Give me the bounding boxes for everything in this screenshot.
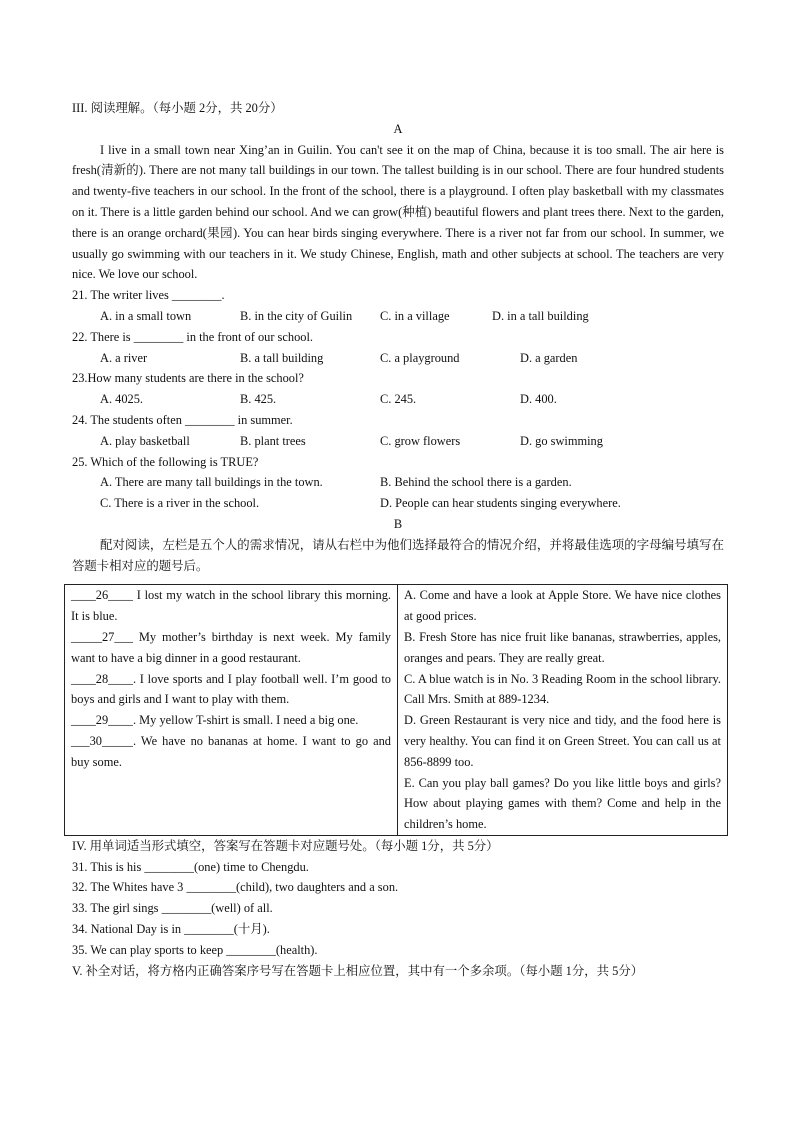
info-e: E. Can you play ball games? Do you like little boys and girls? How about playing games with them? Come and help in the children’s home. [404,775,721,832]
option-b: B. in the city of Guilin [240,308,353,323]
fill-item-33: 33. The girl sings ________(well) of all. [72,901,273,916]
option-b: B. Behind the school there is a garden. [380,475,572,490]
info-a: A. Come and have a look at Apple Store. We have nice clothes at good prices. [404,588,721,624]
fill-item-35: 35. We can play sports to keep ________(health). [72,942,318,957]
matching-table [64,584,728,836]
option-a: A. play basketball [100,433,190,448]
options-row [72,389,724,410]
need-26: ____26____ I lost my watch in the school library this morning. It is blue. [71,588,391,624]
option-a: A. a river [100,350,148,365]
options-row [72,493,724,514]
option-b: B. plant trees [240,433,306,448]
question-stem: 22. There is ________ in the front of our school. [72,329,314,344]
question-24 [72,410,724,452]
exam-page [72,98,724,981]
info-column [398,585,728,836]
option-d: D. 400. [520,392,557,407]
option-c: C. a playground [380,350,460,365]
option-d: D. a garden [520,350,578,365]
info-c: C. A blue watch is in No. 3 Reading Room in the school library. Call Mrs. Smith at 889-1234. [404,671,721,707]
info-d: D. Green Restaurant is very nice and tidy, and the food here is very healthy. You can find it on Green Street. You can call us at 856-8899 too. [404,713,721,769]
needs-column [65,585,398,836]
question-stem: 21. The writer lives ________. [72,288,225,303]
option-d: D. People can hear students singing everywhere. [380,496,621,511]
option-c: C. 245. [380,392,417,407]
fill-item-32: 32. The Whites have 3 ________(child), two daughters and a son. [72,880,399,895]
part-b-label: B [393,516,403,531]
need-28: ____28____. I love sports and I play football well. I’m good to boys and girls and I want to play with them. [71,671,391,707]
fill-item-31: 31. This is his ________(one) time to Chengdu. [72,859,309,874]
need-27: _____27___ My mother’s birthday is next week. My family want to have a big dinner in a good restaurant. [71,629,391,665]
question-22 [72,327,724,369]
option-b: B. 425. [240,392,277,407]
question-21 [72,285,724,327]
option-c: C. in a village [380,308,450,323]
option-c: C. There is a river in the school. [100,496,260,511]
question-stem: 23.How many students are there in the school? [72,371,304,386]
option-d: D. go swimming [520,433,603,448]
section5-heading: V. 补全对话，将方格内正确答案序号写在答题卡上相应位置，其中有一个多余项。（每小题 1分，共 5分） [72,963,644,978]
need-30: ___30_____. We have no bananas at home. I want to go and buy some. [71,733,391,769]
section4-heading: IV. 用单词适当形式填空，答案写在答题卡对应题号处。（每小题 1分，共 5分） [72,838,499,853]
question-stem: 24. The students often ________ in summer. [72,412,293,427]
part-a-label: A [393,121,403,136]
option-a: A. in a small town [100,308,192,323]
option-c: C. grow flowers [380,433,461,448]
option-a: A. 4025. [100,392,144,407]
question-stem: 25. Which of the following is TRUE? [72,454,259,469]
options-row [72,306,724,327]
reading-passage: I live in a small town near Xing’an in Guilin. You can't see it on the map of China, because it is too small. The air here is fresh(清新的). There are not many tall buildings in our town. The tallest building is in our school. There are four hundred students and twenty-five teachers in our school. In the front of the school, there is a playground. I often play basketball with my classmates on it. There is a little garden behind our school. And we can grow(种植) beautiful flowers and plant trees there. Next to the garden, there is an orange orchard(果园). You can hear birds singing everywhere. There is a river not far from our school. In summer, we usually go swimming with our teachers in it. We study Chinese, English, math and other subjects at school. The teachers are very nice. We love our school. [72,142,724,282]
option-a: A. There are many tall buildings in the town. [100,475,323,490]
section3-heading: III. 阅读理解。（每小题 2分，共 20分） [72,101,283,115]
need-29: ____29____. My yellow T-shirt is small. I need a big one. [71,713,359,728]
options-row [72,431,724,452]
question-25 [72,452,724,514]
options-row [72,348,724,369]
fill-item-34: 34. National Day is in ________(十月). [72,922,270,937]
option-d: D. in a tall building [492,308,589,323]
options-row [72,472,724,493]
option-b: B. a tall building [240,350,324,365]
info-b: B. Fresh Store has nice fruit like bananas, strawberries, apples, oranges and pears. They are really great. [404,629,721,665]
part-b-instructions: 配对阅读，左栏是五个人的需求情况，请从右栏中为他们选择最符合的情况介绍，并将最佳选项的字母编号填写在答题卡相对应的题号后。 [72,537,724,573]
question-23 [72,368,724,410]
